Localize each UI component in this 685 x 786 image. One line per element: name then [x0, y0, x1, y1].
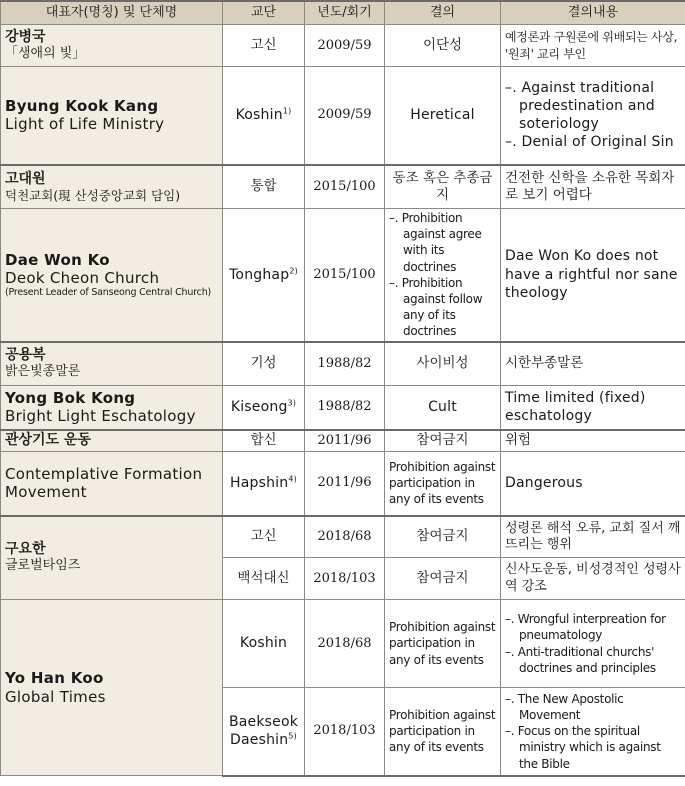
resolution-cell: 참여금지 [385, 430, 501, 452]
denomination-cell: Koshin [223, 600, 305, 688]
list-item: –. Prohibition against agree with its doctrines [389, 211, 482, 274]
header-name: 대표자(명칭) 및 단체명 [1, 1, 223, 25]
denomination-cell: 고신 [223, 516, 305, 558]
table-row [1, 600, 685, 688]
name-primary: 고대원 [5, 170, 46, 187]
resolution-cell: 사이비성 [385, 342, 501, 386]
content-cell: 건전한 신학을 소유한 목회자로 보기 어렵다 [501, 165, 685, 209]
year-cell: 2018/103 [305, 558, 385, 600]
year-cell: 2018/68 [305, 600, 385, 688]
resolution-cell: Heretical [385, 67, 501, 165]
denomination-text: Tonghap [229, 266, 290, 283]
denomination-cell [223, 209, 305, 342]
resolution-cell: 참여금지 [385, 558, 501, 600]
header-denomination: 교단 [223, 1, 305, 25]
header-row [1, 1, 685, 25]
name-cell [1, 342, 223, 386]
denomination-cell: 기성 [223, 342, 305, 386]
content-cell: Time limited (fixed) eschatology [501, 386, 685, 430]
name-secondary: 밝은빛종말론 [5, 364, 81, 380]
denomination-cell [223, 386, 305, 430]
name-primary: Contemplative Formation Movement [5, 464, 203, 502]
table-row [1, 165, 685, 209]
year-cell: 1988/82 [305, 342, 385, 386]
name-cell [1, 430, 223, 452]
name-note: (Present Leader of Sanseong Central Church) [5, 287, 212, 299]
name-primary: Yong Bok Kong [5, 388, 136, 407]
denomination-text: Koshin [235, 107, 283, 124]
name-cell [1, 165, 223, 209]
denomination-text-line2: Daeshin [230, 732, 289, 749]
name-secondary: Bright Light Eschatology [5, 407, 196, 426]
name-primary: Byung Kook Kang [5, 96, 159, 115]
header-content: 결의내용 [501, 1, 685, 25]
table-row [1, 342, 685, 386]
year-cell: 2015/100 [305, 209, 385, 342]
header-year: 년도/회기 [305, 1, 385, 25]
resolution-cell [385, 209, 501, 342]
content-cell: 위험 [501, 430, 685, 452]
content-cell: 신사도운동, 비성경적인 성령사역 강조 [501, 558, 685, 600]
denomination-text [230, 732, 297, 748]
denomination-cell: 합신 [223, 430, 305, 452]
name-cell [1, 67, 223, 165]
name-secondary: 글로벌타임즈 [5, 558, 81, 574]
denomination-cell: 통합 [223, 165, 305, 209]
list-item: –. Anti-traditional churchs' doctrines and principles [505, 644, 656, 675]
name-secondary: Global Times [5, 687, 106, 706]
name-primary: 관상기도 운동 [5, 432, 92, 449]
name-secondary: Light of Life Ministry [5, 115, 165, 134]
content-cell [501, 600, 685, 688]
list-item: –. Denial of Original Sin [505, 134, 674, 151]
resolution-cell: 동조 혹은 추종금지 [385, 165, 501, 209]
denomination-cell: 고신 [223, 25, 305, 67]
table-row [1, 516, 685, 558]
content-cell: 성령론 해석 오류, 교회 질서 깨뜨리는 행위 [501, 516, 685, 558]
content-cell: 예정론과 구원론에 위배되는 사상, '원죄' 교리 부인 [501, 25, 685, 67]
resolution-cell: 참여금지 [385, 516, 501, 558]
list-item: –. Against traditional predestination and soteriology [505, 79, 655, 133]
list-item: –. The New Apostolic Movement [505, 691, 624, 722]
footnote-marker: 4) [288, 474, 297, 484]
resolution-cell: Cult [385, 386, 501, 430]
year-cell: 2011/96 [305, 430, 385, 452]
denomination-text: Baekseok [228, 714, 299, 731]
year-cell: 2009/59 [305, 25, 385, 67]
resolution-cell: Prohibition against participation in any of its events [385, 688, 501, 776]
denomination-cell [223, 452, 305, 516]
table-row [1, 67, 685, 165]
year-cell: 2018/103 [305, 688, 385, 776]
year-cell: 2011/96 [305, 452, 385, 516]
denomination-text: Kiseong [230, 399, 288, 416]
name-cell [1, 25, 223, 67]
list-item: –. Wrongful interpreation for pneumatology [505, 612, 666, 643]
resolution-cell: 이단성 [385, 25, 501, 67]
table-row [1, 386, 685, 430]
table-row [1, 209, 685, 342]
table-row [1, 452, 685, 516]
name-primary: 구요한 [5, 541, 46, 558]
list-item: –. Focus on the spiritual ministry which is against the Bible [505, 724, 661, 771]
header-resolution: 결의 [385, 1, 501, 25]
name-secondary: 덕천교회(現 산성중앙교회 담임) [5, 187, 181, 203]
name-primary: Yo Han Koo [5, 669, 104, 688]
list-item: –. Prohibition against follow any of its doctrines [389, 275, 483, 339]
denomination-cell: 백석대신 [223, 558, 305, 600]
content-cell [501, 688, 685, 776]
content-cell: 시한부종말론 [501, 342, 685, 386]
footnote-marker: 2) [289, 266, 298, 275]
year-cell: 2015/100 [305, 165, 385, 209]
name-cell [1, 600, 223, 776]
year-cell: 2009/59 [305, 67, 385, 165]
denomination-cell [223, 688, 305, 776]
resolution-cell: Prohibition against participation in any of its events [385, 452, 501, 516]
name-cell [1, 386, 223, 430]
table-row [1, 430, 685, 452]
footnote-marker: 5) [288, 731, 297, 741]
denomination-cell [223, 67, 305, 165]
name-cell [1, 452, 223, 516]
name-primary: 공용복 [5, 347, 46, 364]
table-row [1, 25, 685, 67]
resolution-cell: Prohibition against participation in any of its events [385, 600, 501, 688]
name-cell [1, 209, 223, 342]
denomination-text: Hapshin [230, 475, 289, 492]
content-cell: Dangerous [501, 452, 685, 516]
year-cell: 2018/68 [305, 516, 385, 558]
footnote-marker: 3) [287, 398, 297, 408]
content-cell: Dae Won Ko does not have a rightful nor sane theology [501, 209, 685, 342]
name-primary: 강병국 [5, 29, 46, 46]
name-secondary: 「생애의 빛」 [5, 46, 86, 62]
name-secondary: Deok Cheon Church [5, 268, 160, 287]
name-primary: Dae Won Ko [5, 250, 110, 269]
year-cell: 1988/82 [305, 386, 385, 430]
name-cell [1, 516, 223, 600]
content-cell [501, 67, 685, 165]
footnote-marker: 1) [282, 106, 292, 116]
